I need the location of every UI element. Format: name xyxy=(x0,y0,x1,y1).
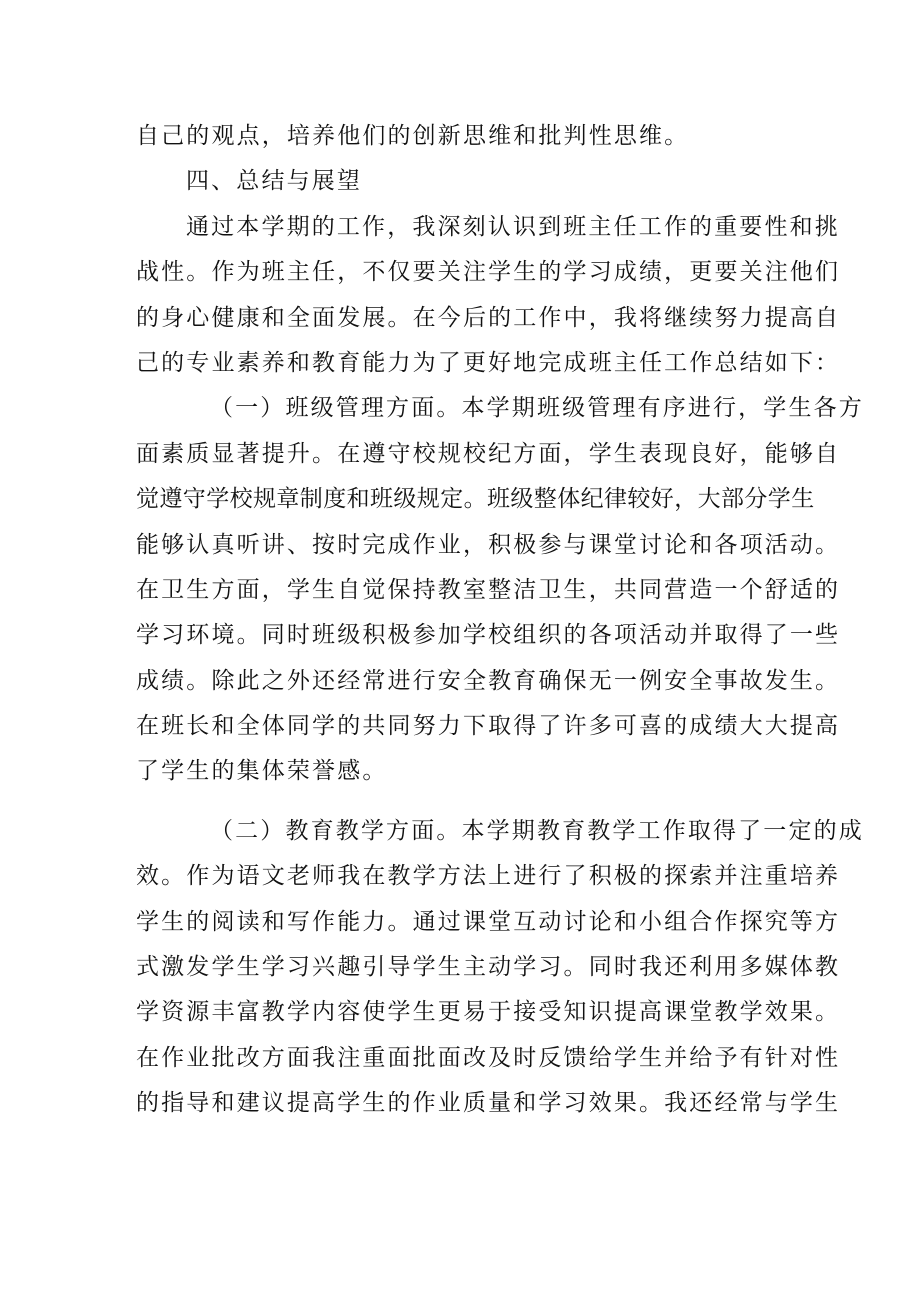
text-line: 在班长和全体同学的共同努力下取得了许多可喜的成绩大大提高 xyxy=(136,713,841,740)
text-line: 的指导和建议提高学生的作业质量和学习效果。我还经常与学生 xyxy=(136,1090,841,1117)
text-line: 成绩。除此之外还经常进行安全教育确保无一例安全事故发生。 xyxy=(136,667,841,694)
text-line: 式激发学生学习兴趣引导学生主动学习。同时我还利用多媒体教 xyxy=(136,954,841,981)
text-line: 学生的阅读和写作能力。通过课堂互动讨论和小组合作探究等方 xyxy=(136,908,841,935)
text-line: 能够认真听讲、按时完成作业，积极参与课堂讨论和各项活动。 xyxy=(136,531,841,558)
text-line: 学资源丰富教学内容使学生更易于接受知识提高课堂教学效果。 xyxy=(136,999,841,1026)
text-line: 学习环境。同时班级积极参加学校组织的各项活动并取得了一些 xyxy=(136,622,841,649)
text-line: 觉遵守学校规章制度和班级规定。班级整体纪律较好，大部分学生 xyxy=(136,486,815,513)
subsection-start: （二）教育教学方面。本学期教育教学工作取得了一定的成 xyxy=(210,817,864,844)
section-heading: 四、总结与展望 xyxy=(186,168,363,195)
paragraph-gap xyxy=(136,795,788,809)
subsection-start: （一）班级管理方面。本学期班级管理有序进行，学生各方 xyxy=(210,395,864,422)
text-line: 战性。作为班主任，不仅要关注学生的学习成绩，更要关注他们 xyxy=(136,259,841,286)
text-line: 己的专业素养和教育能力为了更好地完成班主任工作总结如下： xyxy=(136,349,841,376)
text-line: 自己的观点，培养他们的创新思维和批判性思维。 xyxy=(136,123,690,149)
text-line: 通过本学期的工作，我深刻认识到班主任工作的重要性和挑 xyxy=(186,213,840,240)
text-line: 面素质显著提升。在遵守校规校纪方面，学生表现良好，能够自 xyxy=(136,440,841,467)
text-line: 在卫生方面，学生自觉保持教室整洁卫生，共同营造一个舒适的 xyxy=(136,576,841,603)
text-line: 的身心健康和全面发展。在今后的工作中，我将继续努力提高自 xyxy=(136,304,841,331)
text-line: 效。作为语文老师我在教学方法上进行了积极的探索并注重培养 xyxy=(136,863,841,890)
text-line: 在作业批改方面我注重面批面改及时反馈给学生并给予有针对性 xyxy=(136,1044,841,1071)
text-line: 了学生的集体荣誉感。 xyxy=(136,758,388,785)
document-body xyxy=(136,114,864,1127)
